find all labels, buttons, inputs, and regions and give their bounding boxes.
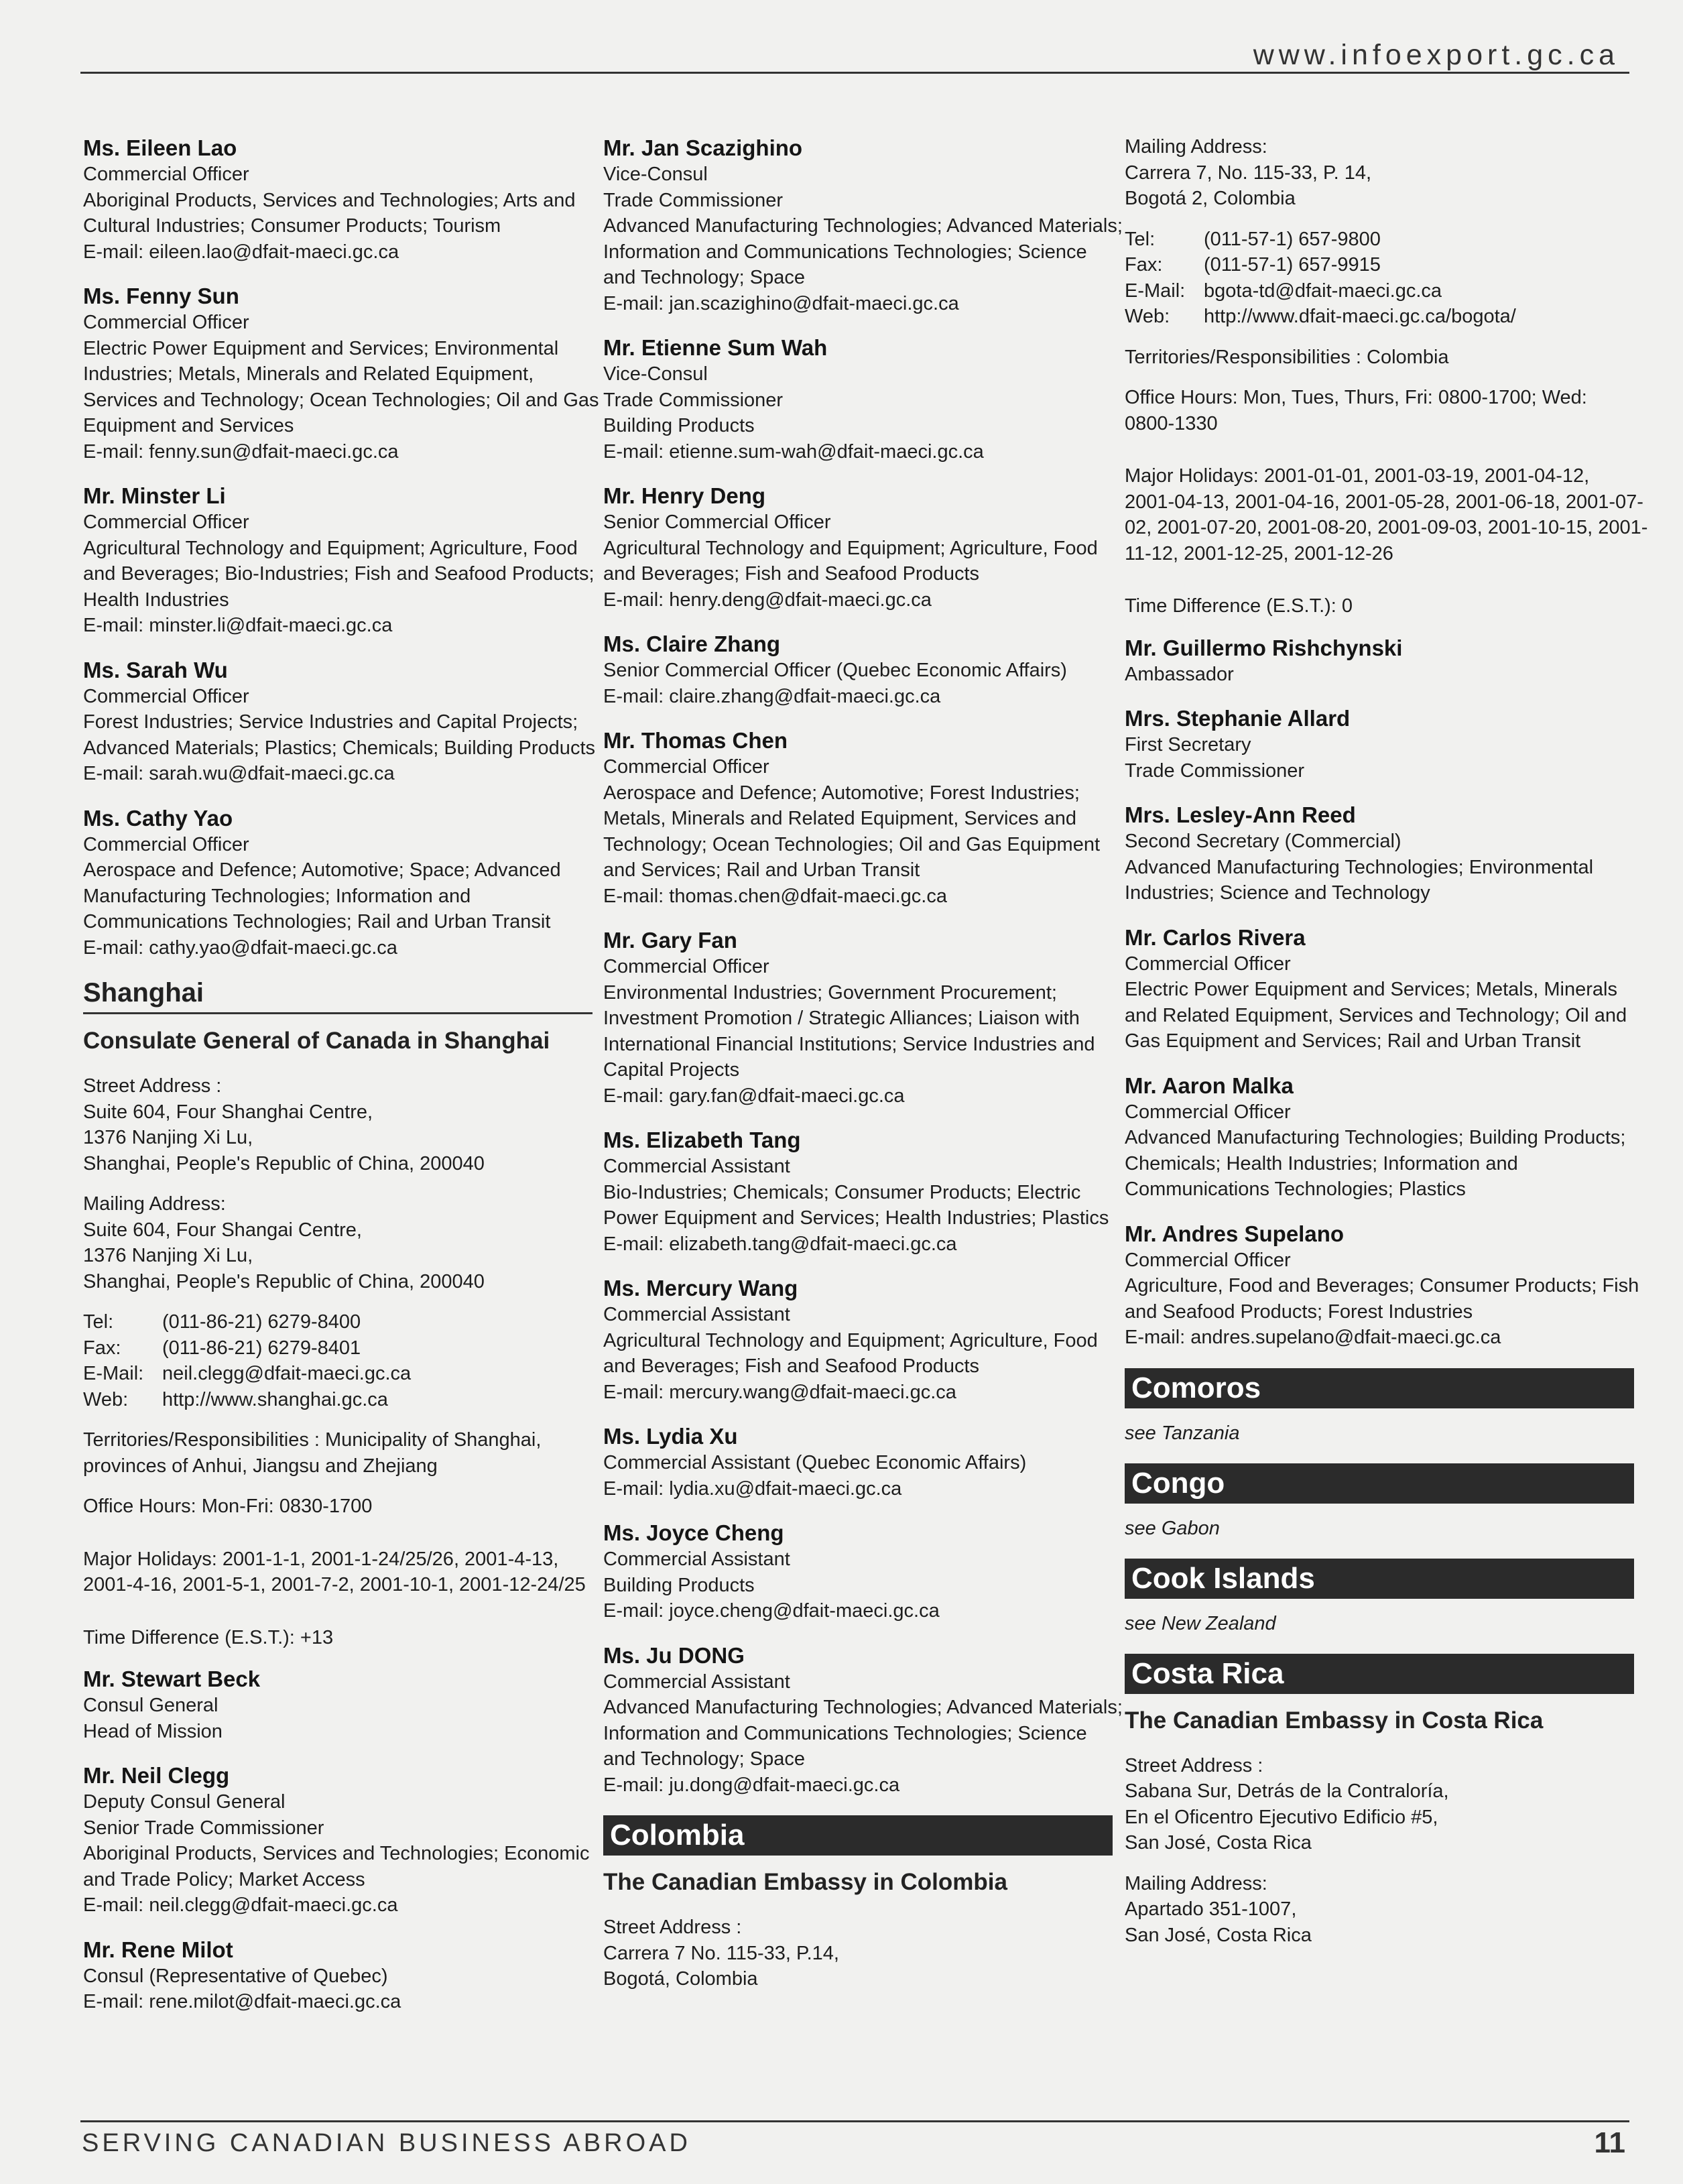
contact-list (603, 134, 1123, 1798)
contact-detail: Forest Industries; Service Industries and Capital Projects; (83, 711, 578, 733)
spacer (83, 1613, 593, 1625)
holidays-line: 2001-4-16, 2001-5-1, 2001-7-2, 2001-10-1, 2001-12-24/25 (83, 1574, 586, 1595)
contact-name: Mr. Guillermo Rishchynski (1125, 635, 1403, 660)
email-label: E-Mail: (1125, 280, 1186, 302)
fax-value: (011-57-1) 657-9915 (1204, 254, 1381, 276)
street-address (603, 1915, 1113, 1992)
spacer (1125, 451, 1634, 463)
street-line: Carrera 7 No. 115-33, P.14, (603, 1942, 839, 1964)
contact-detail: Head of Mission (83, 1720, 223, 1742)
contact-detail: Commercial Assistant (603, 1671, 790, 1693)
contact-email[interactable]: E-mail: claire.zhang@dfait-maeci.gc.ca (603, 685, 941, 707)
contact-entry (603, 727, 1113, 909)
contact-email[interactable]: E-mail: gary.fan@dfait-maeci.gc.ca (603, 1085, 905, 1107)
contact-detail: Aerospace and Defence; Automotive; Space; Advanced (83, 859, 561, 881)
contact-detail: and Beverages; Fish and Seafood Products (603, 1355, 980, 1377)
contact-entry (603, 482, 1113, 613)
contact-detail: Senior Trade Commissioner (83, 1817, 324, 1839)
column-2 (603, 134, 1123, 2007)
contact-name: Ms. Claire Zhang (603, 631, 781, 656)
contact-name: Ms. Elizabeth Tang (603, 1128, 801, 1152)
contact-detail: Building Products (603, 415, 755, 436)
contact-detail: Equipment and Services (83, 415, 294, 436)
contact-detail: and Related Equipment, Services and Technology; Oil and (1125, 1004, 1627, 1026)
contact-email[interactable]: E-mail: jan.scazighino@dfait-maeci.gc.ca (603, 292, 959, 314)
tel-value: (011-86-21) 6279-8400 (162, 1311, 361, 1333)
contact-entry (83, 282, 599, 465)
spacer (83, 1534, 593, 1546)
mailing-address (1125, 1871, 1634, 1949)
see-reference: see New Zealand (1125, 1612, 1276, 1634)
contact-name: Ms. Eileen Lao (83, 135, 237, 160)
contact-detail: Commercial Assistant (603, 1549, 790, 1570)
major-holidays (1125, 463, 1648, 566)
contact-detail: Advanced Manufacturing Technologies; Advanced Materials; (603, 1697, 1123, 1718)
contact-entry (1125, 705, 1634, 784)
tel-row (1125, 227, 1634, 253)
street-label: Street Address : (83, 1075, 222, 1097)
contact-name: Mr. Carlos Rivera (1125, 924, 1306, 950)
contact-detail: Consul (Representative of Quebec) (83, 1965, 388, 1987)
email-label: E-Mail: (83, 1363, 144, 1384)
contact-entry (603, 926, 1113, 1109)
contact-email[interactable]: E-mail: mercury.wang@dfait-maeci.gc.ca (603, 1381, 956, 1403)
contact-detail: Communications Technologies; Plastics (1125, 1178, 1466, 1200)
contact-detail: Communications Technologies; Rail and Urban Transit (83, 911, 551, 932)
see-reference: see Tanzania (1125, 1422, 1240, 1444)
tel-row (83, 1309, 593, 1335)
territories-line: provinces of Anhui, Jiangsu and Zhejiang (83, 1455, 438, 1477)
contact-name: Ms. Joyce Cheng (603, 1520, 784, 1545)
contact-entry (1125, 801, 1634, 906)
contact-name: Mr. Henry Deng (603, 483, 766, 508)
contact-email[interactable]: E-mail: joyce.cheng@dfait-maeci.gc.ca (603, 1600, 940, 1622)
contact-detail: Commercial Officer (83, 164, 249, 185)
holidays-line: 2001-04-13, 2001-04-16, 2001-05-28, 2001-06-18, 2001-07- (1125, 491, 1643, 513)
holidays-line: 11-12, 2001-12-25, 2001-12-26 (1125, 542, 1393, 564)
fax-value: (011-86-21) 6279-8401 (162, 1337, 361, 1359)
contact-email[interactable]: E-mail: ju.dong@dfait-maeci.gc.ca (603, 1774, 900, 1796)
fax-label: Fax: (1125, 254, 1163, 276)
contact-name: Ms. Sarah Wu (83, 657, 228, 682)
web-label: Web: (83, 1388, 129, 1410)
contact-detail: Commercial Officer (1125, 1101, 1291, 1123)
contact-detail: Trade Commissioner (1125, 760, 1305, 782)
mailing-address (1125, 134, 1634, 212)
contact-detail: Ambassador (1125, 663, 1234, 685)
site-url[interactable]: www.infoexport.gc.ca (1253, 39, 1619, 71)
contact-name: Mr. Minster Li (83, 483, 226, 508)
contact-detail: Technology; Ocean Technologies; Oil and Gas Equipment (603, 833, 1101, 855)
contact-email[interactable]: E-mail: neil.clegg@dfait-maeci.gc.ca (83, 1894, 398, 1916)
mailing-label: Mailing Address: (83, 1193, 226, 1215)
contact-email[interactable]: E-mail: sarah.wu@dfait-maeci.gc.ca (83, 763, 395, 784)
mailing-address (83, 1191, 593, 1294)
contact-detail: Bio-Industries; Chemicals; Consumer Products; Electric (603, 1181, 1081, 1203)
mailing-line: Shanghai, People's Republic of China, 200040 (83, 1270, 485, 1292)
top-rule (80, 72, 1629, 74)
contact-list (1125, 634, 1639, 1351)
street-line: 1376 Nanjing Xi Lu, (83, 1127, 253, 1148)
contact-name: Mr. Gary Fan (603, 928, 737, 953)
contact-detail: Commercial Officer (83, 312, 249, 333)
holidays-line: 02, 2001-07-20, 2001-08-20, 2001-09-03, 2001-10-15, 2001- (1125, 517, 1648, 538)
contact-name: Mr. Rene Milot (83, 1937, 233, 1962)
country-heading-congo: Congo (1125, 1463, 1634, 1504)
mailing-line: San José, Costa Rica (1125, 1924, 1312, 1946)
contact-detail: Industries; Metals, Minerals and Related Equipment, (83, 363, 534, 385)
contact-detail: and Technology; Space (603, 267, 805, 288)
contact-entry (83, 1762, 593, 1919)
contact-list (83, 1665, 593, 2015)
web-link[interactable]: http://www.dfait-maeci.gc.ca/bogota/ (1204, 306, 1516, 327)
contact-detail: Commercial Assistant (603, 1304, 790, 1325)
contact-detail: Aboriginal Products, Services and Technologies; Arts and (83, 189, 576, 211)
contact-entry (83, 1665, 593, 1744)
contact-name: Ms. Cathy Yao (83, 805, 233, 831)
contact-detail: Senior Commercial Officer (603, 511, 831, 533)
country-heading-costa-rica: Costa Rica (1125, 1654, 1634, 1694)
web-row (1125, 304, 1634, 330)
contact-email[interactable]: E-mail: eileen.lao@dfait-maeci.gc.ca (83, 241, 399, 263)
contact-detail: Investment Promotion / Strategic Alliances; Liaison with (603, 1008, 1080, 1029)
contact-name: Ms. Ju DONG (603, 1642, 745, 1668)
contact-detail: Trade Commissioner (603, 389, 784, 411)
contact-detail: Chemicals; Health Industries; Information and (1125, 1152, 1518, 1174)
contact-detail: and Seafood Products; Forest Industries (1125, 1300, 1473, 1323)
contact-entry (1125, 634, 1634, 688)
contact-detail: Electric Power Equipment and Services; Metals, Minerals (1125, 979, 1617, 1000)
contact-name: Mr. Aaron Malka (1125, 1073, 1294, 1098)
contact-detail: Advanced Manufacturing Technologies; Advanced Materials; (603, 215, 1123, 237)
contact-detail: Health Industries (83, 589, 229, 611)
tel-value: (011-57-1) 657-9800 (1204, 228, 1381, 250)
mailing-line: 1376 Nanjing Xi Lu, (83, 1245, 253, 1266)
contact-detail: Aboriginal Products, Services and Technologies; Economic (83, 1843, 590, 1864)
contact-entry (83, 482, 593, 639)
contact-detail: Commercial Officer (83, 511, 249, 533)
mailing-label: Mailing Address: (1125, 1872, 1267, 1894)
contact-detail: Second Secretary (Commercial) (1125, 831, 1401, 852)
major-holidays (83, 1546, 593, 1598)
street-address (1125, 1753, 1634, 1856)
contact-detail: and Services; Rail and Urban Transit (603, 859, 920, 881)
contact-email[interactable]: E-mail: lydia.xu@dfait-maeci.gc.ca (603, 1477, 902, 1500)
contact-detail: Senior Commercial Officer (Quebec Economic Affairs) (603, 660, 1067, 681)
contact-detail: Advanced Materials; Plastics; Chemicals; Building Products (83, 737, 595, 759)
web-link[interactable]: http://www.shanghai.gc.ca (162, 1388, 388, 1410)
mailing-line: Apartado 351-1007, (1125, 1898, 1297, 1920)
contact-info (1125, 227, 1634, 330)
contact-name: Mrs. Stephanie Allard (1125, 706, 1351, 731)
contact-detail: Aerospace and Defence; Automotive; Forest Industries; (603, 782, 1080, 804)
contact-name: Mr. Neil Clegg (83, 1763, 230, 1788)
contact-entry (603, 1274, 1113, 1405)
contact-detail: Electric Power Equipment and Services; Environmental (83, 337, 559, 359)
spacer (1125, 581, 1634, 593)
street-line: San José, Costa Rica (1125, 1832, 1312, 1854)
contact-detail: Commercial Officer (1125, 1249, 1291, 1271)
contact-name: Mr. Stewart Beck (83, 1666, 261, 1691)
territories-line: Territories/Responsibilities : Colombia (1125, 346, 1449, 368)
contact-entry (1125, 1220, 1639, 1351)
contact-entry (603, 334, 1113, 465)
office-hours-line: Office Hours: Mon-Fri: 0830-1700 (83, 1496, 373, 1517)
contact-detail: Industries; Science and Technology (1125, 882, 1430, 904)
street-line: Suite 604, Four Shanghai Centre, (83, 1101, 373, 1123)
contact-detail: Power Equipment and Services; Health Industries; Plastics (603, 1207, 1109, 1229)
email-row (1125, 278, 1634, 304)
contact-detail: Agricultural Technology and Equipment; Agriculture, Food (83, 537, 578, 559)
office-hours (83, 1494, 593, 1520)
mailing-line: Bogotá 2, Colombia (1125, 188, 1296, 209)
contact-detail: Advanced Manufacturing Technologies; Environmental (1125, 856, 1594, 878)
contact-entry (603, 1519, 1113, 1624)
contact-entry (83, 656, 593, 787)
holidays-line: Major Holidays: 2001-01-01, 2001-03-19, 2001-04-12, (1125, 465, 1590, 487)
contact-entry (1125, 1072, 1634, 1203)
contact-detail: Commercial Assistant (Quebec Economic Affairs) (603, 1452, 1027, 1473)
contact-email[interactable]: E-mail: henry.deng@dfait-maeci.gc.ca (603, 589, 932, 611)
contact-name: Mr. Etienne Sum Wah (603, 335, 828, 360)
contact-email[interactable]: E-mail: fenny.sun@dfait-maeci.gc.ca (83, 440, 399, 463)
contact-detail: and Beverages; Fish and Seafood Products (603, 563, 980, 585)
contact-detail: Commercial Officer (1125, 953, 1291, 975)
contact-detail: Commercial Officer (603, 956, 769, 977)
fax-row (1125, 252, 1634, 278)
time-difference-line: Time Difference (E.S.T.): 0 (1125, 595, 1353, 617)
contact-detail: First Secretary (1125, 734, 1251, 755)
contact-detail: Information and Communications Technologies; Science (603, 1722, 1087, 1744)
web-label: Web: (1125, 306, 1170, 327)
contact-detail: Deputy Consul General (83, 1791, 286, 1813)
contact-entry (83, 1936, 593, 2015)
contact-name: Mr. Jan Scazighino (603, 135, 803, 160)
email-row (83, 1361, 593, 1387)
contact-detail: and Technology; Space (603, 1748, 805, 1770)
mailing-line: Suite 604, Four Shangai Centre, (83, 1219, 362, 1241)
contact-detail: Information and Communications Technologies; Science (603, 241, 1087, 263)
mailing-label: Mailing Address: (1125, 136, 1267, 158)
contact-entry (603, 134, 1123, 316)
time-difference-line: Time Difference (E.S.T.): +13 (83, 1626, 334, 1648)
org-heading: The Canadian Embassy in Costa Rica (1125, 1707, 1544, 1734)
contact-entry (603, 1422, 1113, 1502)
contact-email[interactable]: E-mail: elizabeth.tang@dfait-maeci.gc.ca (603, 1233, 957, 1255)
web-row (83, 1387, 593, 1413)
contact-detail: and Beverages; Bio-Industries; Fish and Seafood Products; (83, 563, 595, 585)
contact-detail: Metals, Minerals and Related Equipment, Services and (603, 808, 1077, 829)
contact-name: Ms. Fenny Sun (83, 284, 239, 308)
contact-info (83, 1309, 593, 1412)
contact-detail: Agriculture, Food and Beverages; Consumer Products; Fish (1125, 1275, 1639, 1296)
contact-entry (603, 1126, 1113, 1257)
street-line: Sabana Sur, Detrás de la Contraloría, (1125, 1780, 1449, 1802)
contact-detail: Commercial Officer (83, 833, 249, 855)
column-1 (83, 134, 599, 2033)
contact-name: Mr. Andres Supelano (1125, 1221, 1345, 1246)
contact-detail: Agricultural Technology and Equipment; Agriculture, Food (603, 537, 1098, 559)
contact-email[interactable]: E-mail: minster.li@dfait-maeci.gc.ca (83, 615, 393, 636)
time-difference (1125, 593, 1634, 619)
street-label: Street Address : (603, 1917, 742, 1938)
page-number: 11 (1594, 2126, 1625, 2159)
contact-detail: Cultural Industries; Consumer Products; Tourism (83, 215, 501, 237)
contact-entry (83, 804, 593, 961)
contact-email[interactable]: E-mail: andres.supelano@dfait-maeci.gc.ca (1125, 1327, 1501, 1348)
country-heading-colombia: Colombia (603, 1815, 1113, 1856)
contact-email[interactable]: E-mail: etienne.sum-wah@dfait-maeci.gc.ca (603, 440, 984, 463)
contact-detail: Services and Technology; Ocean Technologies; Oil and Gas (83, 389, 599, 411)
fax-row (83, 1335, 593, 1361)
street-label: Street Address : (1125, 1754, 1263, 1776)
contact-name: Ms. Mercury Wang (603, 1276, 798, 1300)
territories-line: Territories/Responsibilities : Municipality of Shanghai, (83, 1429, 542, 1451)
mailing-line: Carrera 7, No. 115-33, P. 14, (1125, 162, 1372, 184)
contact-entry (1125, 924, 1634, 1054)
contact-name: Ms. Lydia Xu (603, 1424, 738, 1449)
email-link[interactable]: neil.clegg@dfait-maeci.gc.ca (162, 1363, 412, 1384)
contact-detail: Building Products (603, 1574, 755, 1596)
contact-entry (603, 1642, 1123, 1799)
contact-detail: International Financial Institutions; Service Industries and (603, 1033, 1095, 1055)
contact-entry (83, 134, 593, 265)
contact-detail: Agricultural Technology and Equipment; Agriculture, Food (603, 1329, 1098, 1351)
contact-detail: Commercial Officer (83, 685, 249, 707)
contact-list (83, 134, 599, 961)
contact-email[interactable]: E-mail: cathy.yao@dfait-maeci.gc.ca (83, 936, 397, 959)
street-line: En el Oficentro Ejecutivo Edificio #5, (1125, 1806, 1438, 1828)
office-hours-line: Office Hours: Mon, Tues, Thurs, Fri: 0800-1700; Wed: (1125, 387, 1587, 408)
contact-detail: Gas Equipment and Services; Rail and Urban Transit (1125, 1030, 1581, 1052)
time-difference (83, 1625, 593, 1651)
contact-entry (603, 630, 1113, 709)
city-heading: Shanghai (83, 978, 593, 1014)
contact-detail: Trade Commissioner (603, 189, 784, 211)
street-address (83, 1073, 593, 1176)
contact-detail: Vice-Consul (603, 164, 708, 185)
footer-tagline: SERVING CANADIAN BUSINESS ABROAD (82, 2129, 691, 2157)
contact-detail: Advanced Manufacturing Technologies; Building Products; (1125, 1127, 1626, 1148)
contact-detail: Commercial Officer (603, 756, 769, 778)
holidays-line: Major Holidays: 2001-1-1, 2001-1-24/25/26, 2001-4-13, (83, 1548, 559, 1570)
contact-name: Mrs. Lesley-Ann Reed (1125, 802, 1356, 827)
street-line: Shanghai, People's Republic of China, 200040 (83, 1152, 485, 1174)
contact-email[interactable]: E-mail: rene.milot@dfait-maeci.gc.ca (83, 1991, 401, 2012)
contact-detail: Manufacturing Technologies; Information and (83, 885, 471, 907)
column-3 (1125, 134, 1648, 1963)
org-heading: The Canadian Embassy in Colombia (603, 1869, 1007, 1895)
contact-email[interactable]: E-mail: thomas.chen@dfait-maeci.gc.ca (603, 885, 947, 907)
contact-detail: Commercial Assistant (603, 1156, 790, 1177)
country-heading-cook-islands: Cook Islands (1125, 1559, 1634, 1599)
tel-label: Tel: (1125, 228, 1156, 250)
contact-detail: Consul General (83, 1695, 219, 1716)
street-line: Bogotá, Colombia (603, 1968, 758, 1990)
territories (83, 1427, 593, 1479)
contact-detail: Capital Projects (603, 1059, 740, 1081)
fax-label: Fax: (83, 1337, 121, 1359)
contact-detail: Vice-Consul (603, 363, 708, 385)
contact-detail: and Trade Policy; Market Access (83, 1868, 365, 1890)
see-reference: see Gabon (1125, 1517, 1220, 1539)
office-hours (1125, 385, 1634, 436)
org-heading: Consulate General of Canada in Shanghai (83, 1028, 550, 1054)
contact-name: Mr. Thomas Chen (603, 728, 788, 753)
tel-label: Tel: (83, 1311, 114, 1333)
bottom-rule (80, 2120, 1629, 2122)
country-heading-comoros: Comoros (1125, 1368, 1634, 1408)
territories (1125, 345, 1634, 371)
email-link[interactable]: bgota-td@dfait-maeci.gc.ca (1204, 280, 1442, 302)
contact-detail: Environmental Industries; Government Procurement; (603, 981, 1057, 1004)
office-hours-line: 0800-1330 (1125, 412, 1218, 434)
